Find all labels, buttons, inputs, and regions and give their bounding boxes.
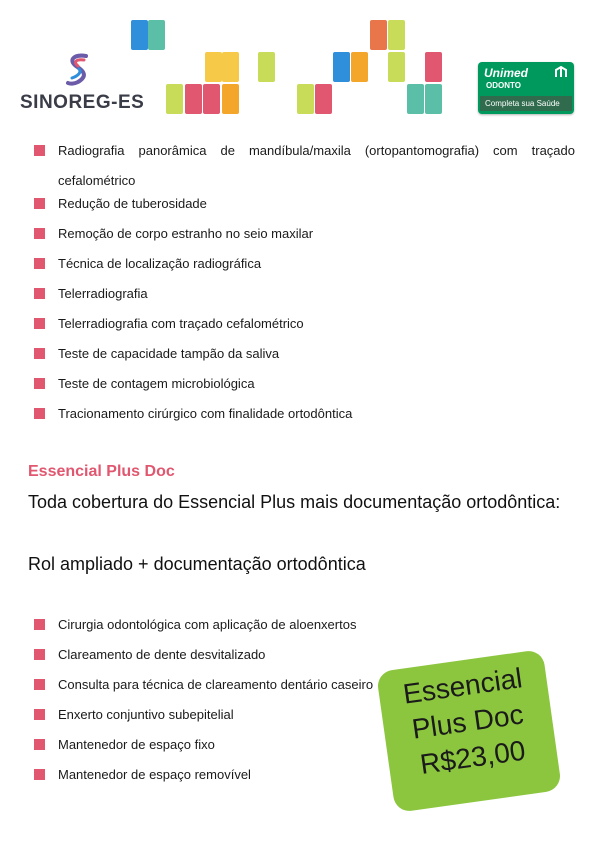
bullet-icon [34, 228, 45, 239]
list-item [34, 346, 575, 376]
decor-square [166, 84, 183, 114]
badge-line1: Essencial [401, 662, 525, 710]
decor-square [333, 52, 350, 82]
badge-price: R$23,00 [418, 734, 528, 780]
bullet-icon [34, 318, 45, 329]
list-item-text: Enxerto conjuntivo subepitelial [58, 707, 234, 722]
section-description: Toda cobertura do Essencial Plus mais documentação ortodôntica: [28, 492, 561, 512]
list-item-text: Redução de tuberosidade [58, 196, 207, 211]
list-item-text: Mantenedor de espaço fixo [58, 737, 215, 752]
bullet-icon [34, 769, 45, 780]
list-item [34, 136, 575, 196]
list-item-text: Teste de capacidade tampão da saliva [58, 346, 280, 361]
decor-square [297, 84, 314, 114]
list-item [34, 256, 575, 286]
bullet-icon [34, 258, 45, 269]
decor-square [205, 52, 222, 82]
decor-square [370, 20, 387, 50]
list-item-text: Clareamento de dente desvitalizado [58, 647, 266, 662]
decor-square [222, 52, 239, 82]
decor-square [258, 52, 275, 82]
sinoreg-s-icon [64, 52, 92, 90]
list-item [34, 617, 373, 647]
unimed-sub: ODONTO [486, 81, 521, 90]
bullet-icon [34, 709, 45, 720]
decor-square [203, 84, 220, 114]
sinoreg-logo [20, 52, 150, 114]
bullet-icon [34, 739, 45, 750]
bullet-icon [34, 649, 45, 660]
decor-square [425, 84, 442, 114]
bullet-icon [34, 198, 45, 209]
bullet-icon [34, 378, 45, 389]
bullet-icon [34, 145, 45, 156]
decor-square [388, 20, 405, 50]
decor-square [131, 20, 148, 50]
unimed-brand: Unimed [484, 66, 529, 80]
list-item [34, 226, 575, 256]
list-item [34, 286, 575, 316]
price-badge [376, 649, 562, 813]
decor-square [388, 52, 405, 82]
bullet-icon [34, 619, 45, 630]
list-item-text: Consulta para técnica de clareamento dentário caseiro [58, 677, 374, 692]
unimed-tagline: Completa sua Saúde [480, 96, 572, 111]
list-item [34, 767, 373, 797]
list-item-text: Radiografia panorâmica de mandíbula/maxila (ortopantomografia) com traçado cefalométrico [58, 143, 575, 188]
decor-square [222, 84, 239, 114]
list-item-text: Mantenedor de espaço removível [58, 767, 251, 782]
list-item-text: Telerradiografia [58, 286, 148, 301]
bullet-icon [34, 679, 45, 690]
procedure-list-top [34, 143, 575, 436]
procedure-list-bottom [34, 617, 373, 797]
unimed-tree-icon [554, 66, 568, 78]
header [0, 0, 595, 125]
bullet-icon [34, 288, 45, 299]
list-item [34, 677, 373, 707]
sinoreg-logo-text: SINOREG-ES [20, 92, 145, 113]
bullet-icon [34, 408, 45, 419]
decor-square [425, 52, 442, 82]
decor-square [148, 20, 165, 50]
list-item [34, 196, 575, 226]
list-item [34, 647, 373, 677]
list-item-text: Tracionamento cirúrgico com finalidade ortodôntica [58, 406, 353, 421]
badge-line2: Plus Doc [410, 698, 526, 745]
list-item-text: Telerradiografia com traçado cefalométrico [58, 316, 304, 331]
list-item [34, 406, 575, 436]
decor-square [185, 84, 202, 114]
list-item [34, 707, 373, 737]
section-subtitle: Rol ampliado + documentação ortodôntica [28, 554, 366, 574]
list-item [34, 376, 575, 406]
list-item-text: Remoção de corpo estranho no seio maxilar [58, 226, 314, 241]
list-item-text: Teste de contagem microbiológica [58, 376, 255, 391]
section-title: Essencial Plus Doc [28, 463, 175, 480]
list-item-text: Técnica de localização radiográfica [58, 256, 262, 271]
decor-square [407, 84, 424, 114]
price-badge-text [377, 657, 558, 787]
list-item [34, 316, 575, 346]
list-item-text: Cirurgia odontológica com aplicação de aloenxertos [58, 617, 357, 632]
decor-square [351, 52, 368, 82]
list-item [34, 737, 373, 767]
decor-square [315, 84, 332, 114]
bullet-icon [34, 348, 45, 359]
unimed-logo [478, 62, 574, 114]
